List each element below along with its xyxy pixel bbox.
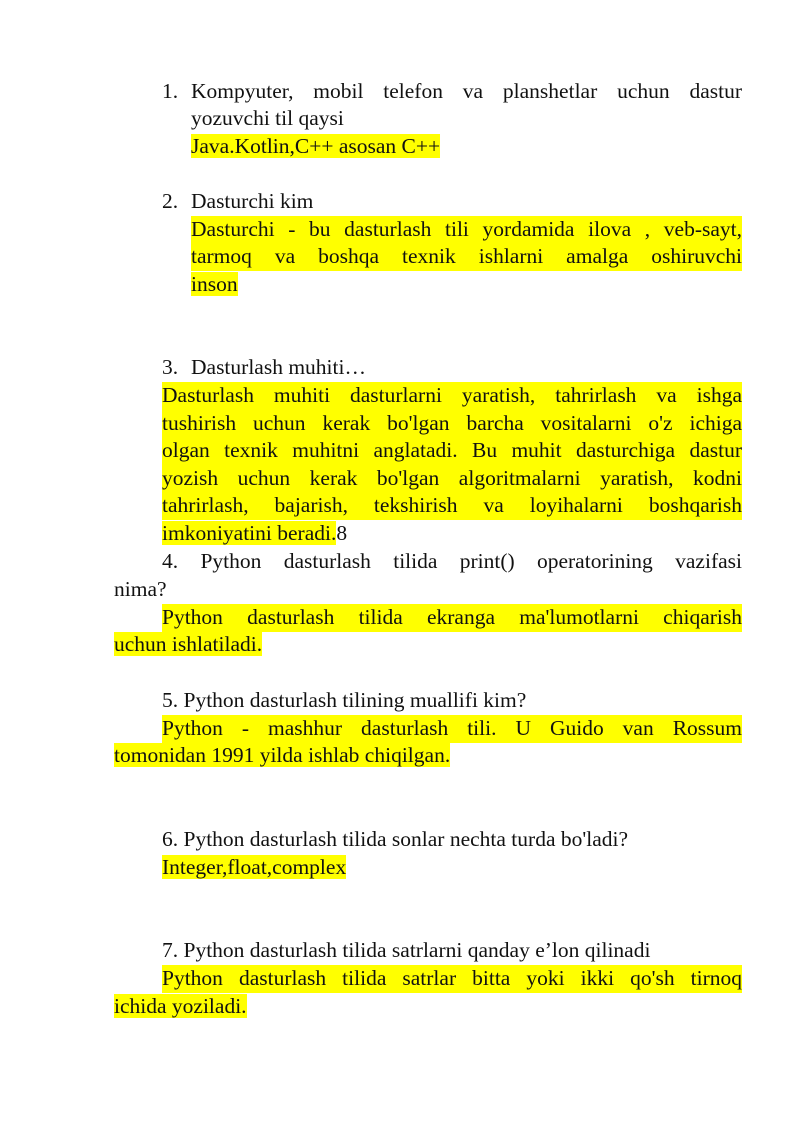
- question-text-line: 5. Python dasturlash tilining muallifi kim?: [162, 688, 527, 712]
- answer-highlight: Python - mashhur dasturlash tili. U Guido van Rossum: [162, 715, 742, 743]
- question-number: 2.: [162, 189, 179, 213]
- answer-highlight: Integer,float,complex: [162, 855, 347, 879]
- question-text-line: yozuvchi til qaysi: [191, 106, 344, 130]
- question-text-line: 6. Python dasturlash tilida sonlar nechta turda bo'ladi?: [162, 827, 629, 851]
- question-text-line: 7. Python dasturlash tilida satrlarni qanday e’lon qilinadi: [162, 938, 651, 962]
- answer-highlight: tomonidan 1991 yilda ishlab chiqilgan.: [114, 743, 451, 767]
- answer-highlight: tushirish uchun kerak bo'lgan barcha vositalarni o'z ichiga: [162, 410, 742, 438]
- answer-highlight: ichida yoziladi.: [114, 994, 247, 1018]
- answer-highlight: Java.Kotlin,C++ asosan C++: [191, 134, 441, 158]
- answer-highlight: Python dasturlash tilida satrlar bitta yoki ikki qo'sh tirnoq: [162, 965, 742, 993]
- stray-number: 8: [336, 521, 348, 545]
- question-text-line: 4. Python dasturlash tilida print() operatorining vazifasi: [162, 549, 742, 573]
- question-text-line: Kompyuter, mobil telefon va planshetlar uchun dastur: [191, 79, 742, 103]
- question-text-line: nima?: [114, 577, 167, 601]
- answer-highlight: Dasturlash muhiti dasturlarni yaratish, tahrirlash va ishga: [162, 382, 742, 410]
- answer-highlight: inson: [191, 272, 238, 296]
- answer-highlight: tarmoq va boshqa texnik ishlarni amalga oshiruvchi: [191, 243, 742, 271]
- answer-highlight: yozish uchun kerak bo'lgan algoritmalarni yaratish, kodni: [162, 465, 742, 493]
- question-number: 1.: [162, 79, 179, 103]
- question-text-line: Dasturlash muhiti…: [191, 355, 366, 379]
- answer-highlight: tahrirlash, bajarish, tekshirish va loyihalarni boshqarish: [162, 492, 742, 520]
- answer-highlight: uchun ishlatiladi.: [114, 632, 263, 656]
- answer-highlight: imkoniyatini beradi.: [162, 521, 337, 545]
- answer-highlight: Python dasturlash tilida ekranga ma'lumotlarni chiqarish: [162, 604, 742, 632]
- question-text-line: Dasturchi kim: [191, 189, 314, 213]
- answer-highlight: olgan texnik muhitni anglatadi. Bu muhit dasturchiga dastur: [162, 437, 742, 465]
- answer-highlight: Dasturchi - bu dasturlash tili yordamida ilova , veb-sayt,: [191, 216, 742, 244]
- question-number: 3.: [162, 355, 179, 379]
